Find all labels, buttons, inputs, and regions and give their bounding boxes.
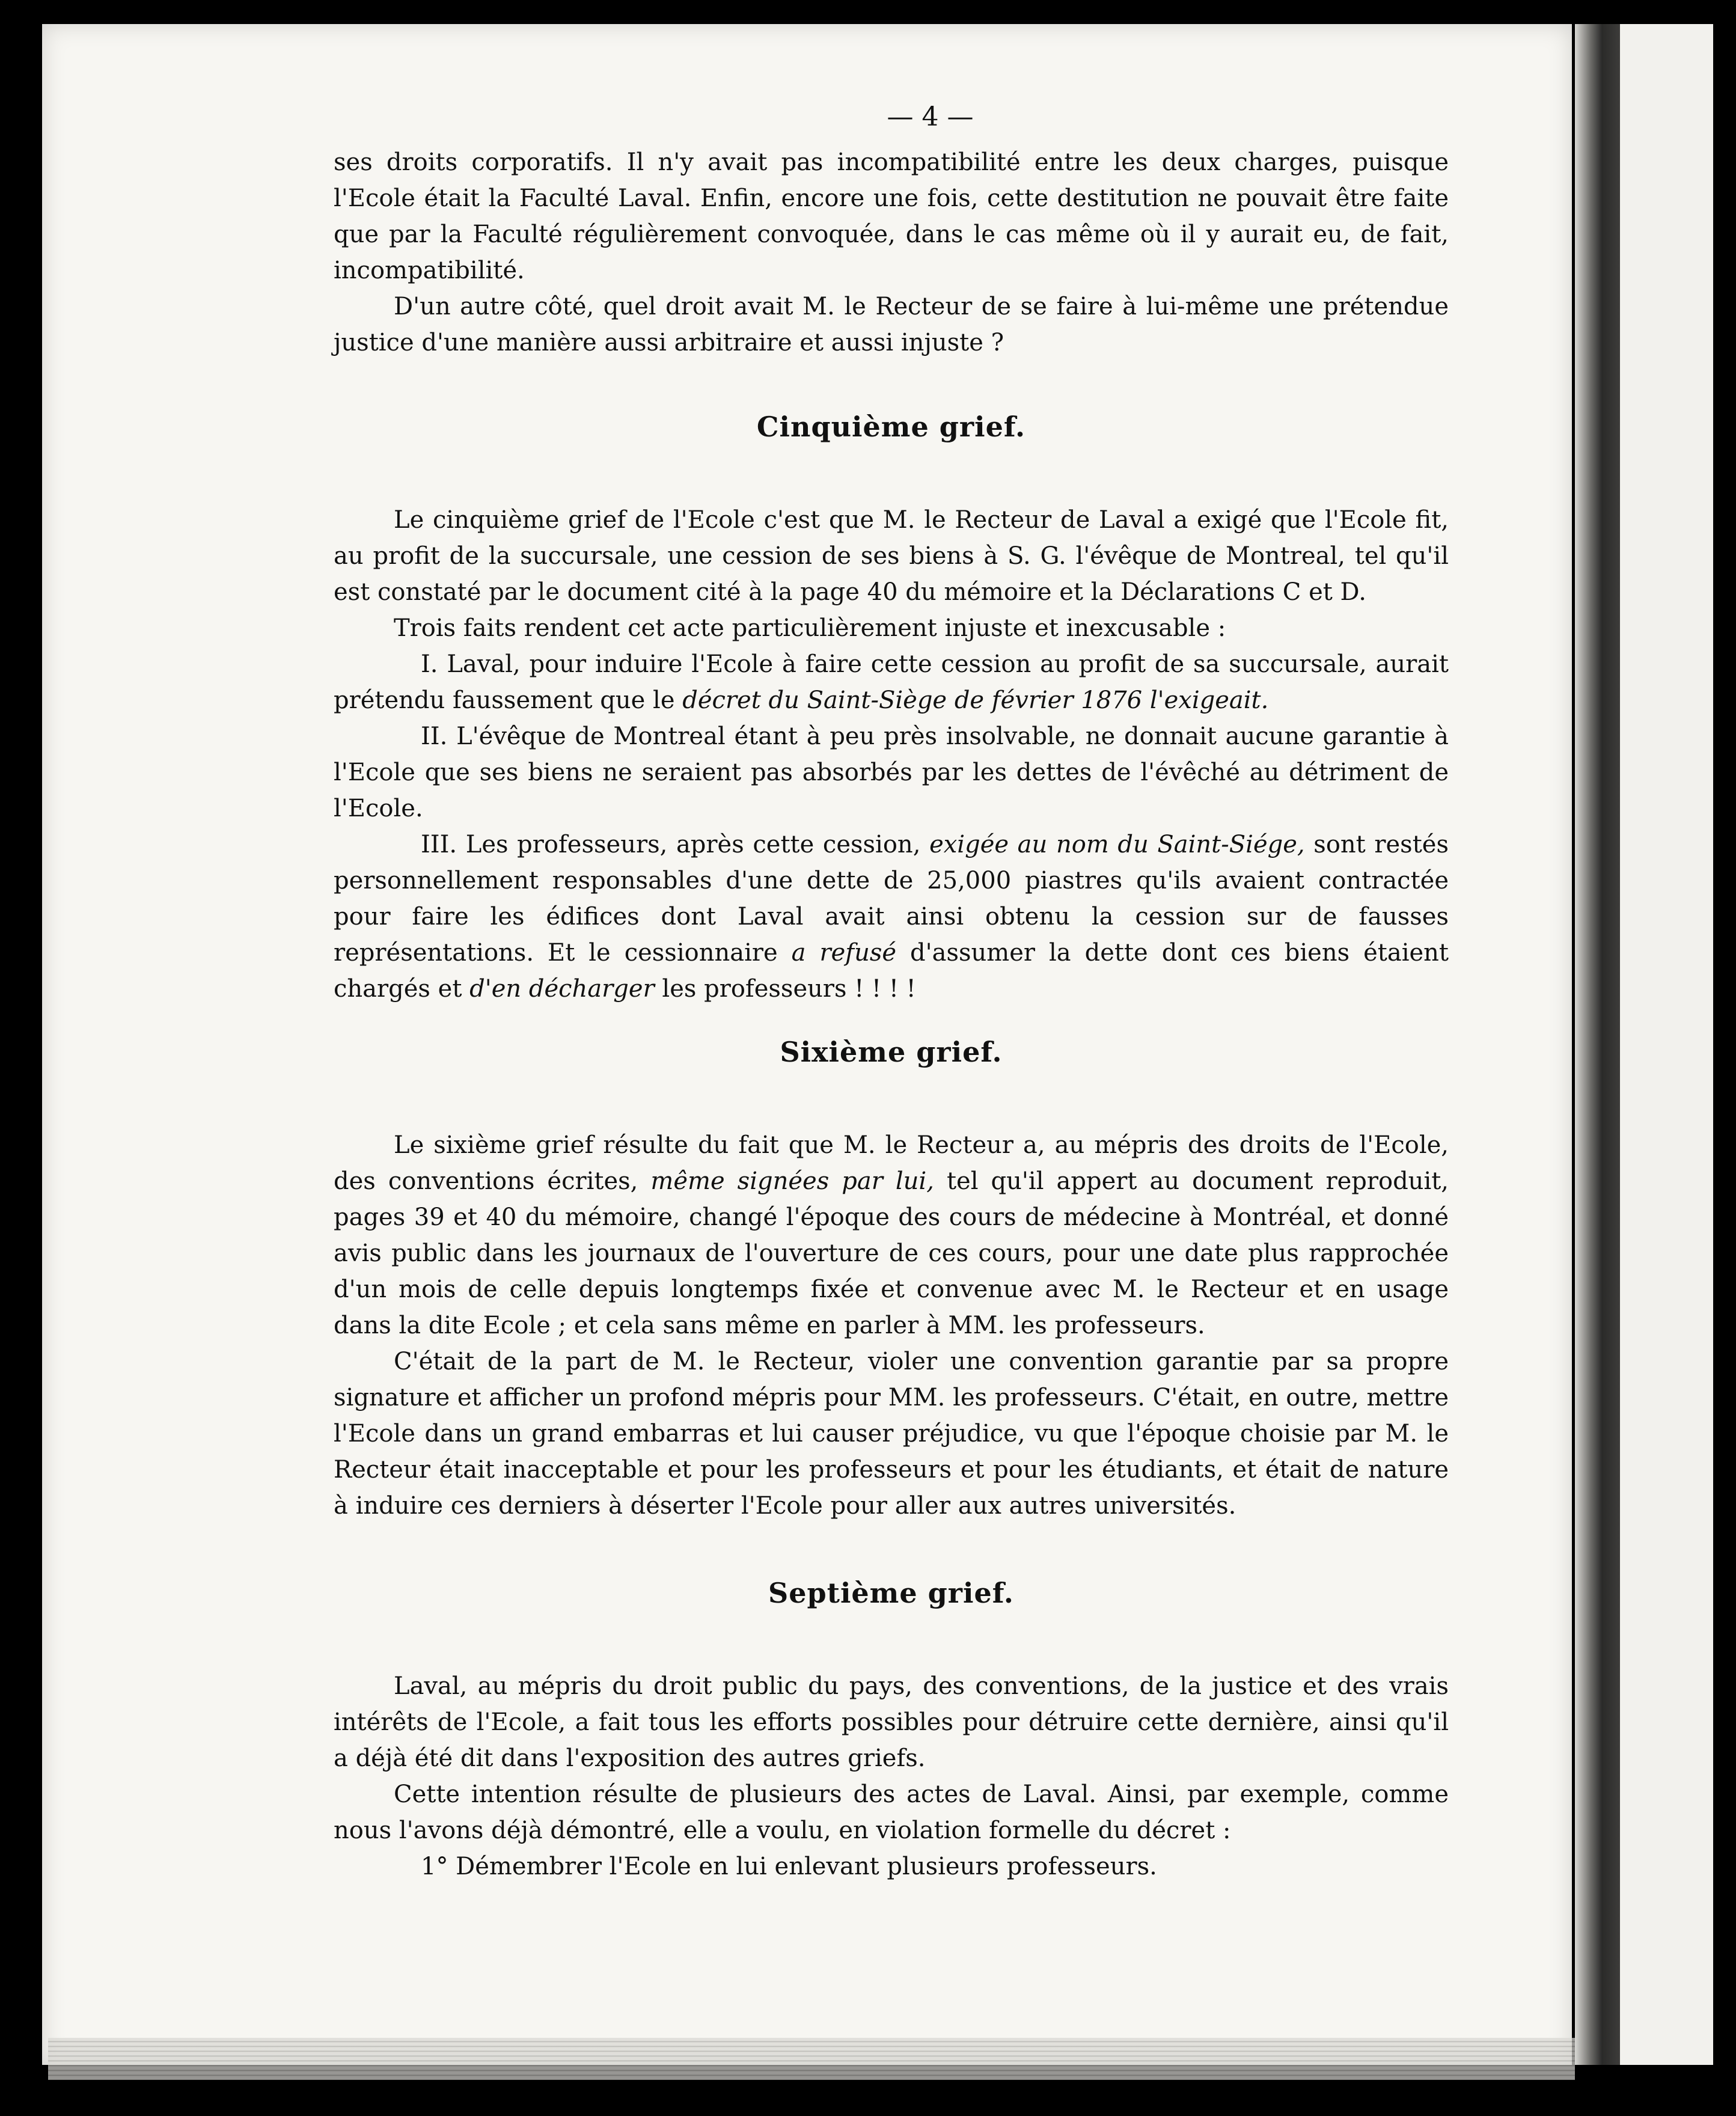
cinquieme-p3-italic: décret du Saint-Siège de février 1876 l'exigeait. xyxy=(682,686,1269,714)
page-text xyxy=(334,90,1449,1885)
cinquieme-p5-italic-3: d'en décharger xyxy=(469,975,655,1003)
cinquieme-p5-italic-1: exigée au nom du Saint-Siége, xyxy=(929,831,1305,858)
cinquieme-paragraph-4: II. L'évêque de Montreal étant à peu près insolvable, ne donnait aucune garantie à l'Ecole que ses biens ne seraient pas absorbés par les dettes de l'évêché au détriment de l'Ecole. xyxy=(334,723,1449,822)
intro-paragraph-1: ses droits corporatifs. Il n'y avait pas incompatibilité entre les deux charges, puisque l'Ecole était la Faculté Laval. Enfin, encore une fois, cette destitution ne pouvait être faite que par la Faculté régulièrement convoquée, dans le cas même où il y aurait eu, de fait, incompatibilité. xyxy=(334,148,1449,284)
cinquieme-p5-text-a: III. Les professeurs, après cette cession, xyxy=(421,831,921,858)
heading-cinquieme-grief: Cinquième grief. xyxy=(756,411,1026,443)
page-stack-edge xyxy=(48,2038,1575,2080)
cinquieme-paragraph-1: Le cinquième grief de l'Ecole c'est que M. le Recteur de Laval a exigé que l'Ecole fit, au profit de la succursale, une cession de ses biens à S. G. l'évêque de Montreal, tel qu'il est constaté par le document cité à la page 40 du mémoire et la Déclarations C et D. xyxy=(334,506,1449,606)
sixieme-p1-italic: même signées par lui, xyxy=(650,1167,934,1195)
sixieme-p1-text-a: Le sixième grief résulte du fait que M. le Recteur a, au mépris des droits de l'Ecole, des conventions écrites, xyxy=(334,1131,1449,1195)
cinquieme-p5-text-d: les professeurs ! ! ! ! xyxy=(662,975,916,1003)
sixieme-p1-text-b: tel qu'il appert au document reproduit, pages 39 et 40 du mémoire, changé l'époque des cours de médecine à Montréal, et donné avis public dans les journaux de l'ouverture de ces cours, pour une date plus rapprochée d'un mois de celle depuis longtemps fixée et convenue avec M. le Recteur et en usage dans la dite Ecole ; et cela sans même en parler à MM. les professeurs. xyxy=(334,1167,1449,1339)
septieme-paragraph-1: Laval, au mépris du droit public du pays, des conventions, de la justice et des vrais intérêts de l'Ecole, a fait tous les efforts possibles pour détruire cette dernière, ainsi qu'il a déjà été dit dans l'exposition des autres griefs. xyxy=(334,1672,1449,1772)
cinquieme-p5-italic-2: a refusé xyxy=(791,939,897,967)
page-number: — 4 — xyxy=(887,102,974,132)
cinquieme-paragraph-5 xyxy=(334,827,1449,1007)
cinquieme-p5-text-c: d'assumer la dette dont ces biens étaient chargés et xyxy=(334,939,1449,1003)
heading-septieme-grief: Septième grief. xyxy=(768,1577,1014,1609)
cinquieme-paragraph-3 xyxy=(334,646,1449,718)
septieme-paragraph-3: 1° Démembrer l'Ecole en lui enlevant plusieurs professeurs. xyxy=(421,1853,1157,1880)
cinquieme-p3-text: I. Laval, pour induire l'Ecole à faire cette cession au profit de sa succursale, aurait prétendu faussement que le xyxy=(334,650,1449,714)
cinquieme-p5-text-b: sont restés personnellement responsables d'une dette de 25,000 piastres qu'ils avaient contractée pour faire les édifices dont Laval avait ainsi obtenu la cession sur de fausses représentations. Et le cessionnaire xyxy=(334,831,1449,967)
intro-paragraph-2: D'un autre côté, quel droit avait M. le Recteur de se faire à lui-même une prétendue justice d'une manière aussi arbitraire et aussi injuste ? xyxy=(334,293,1449,356)
heading-sixieme-grief: Sixième grief. xyxy=(780,1036,1003,1068)
book-binding xyxy=(1575,24,1620,2065)
cinquieme-paragraph-2: Trois faits rendent cet acte particulièrement injuste et inexcusable : xyxy=(394,614,1226,642)
facing-page-edge xyxy=(1620,24,1713,2065)
septieme-paragraph-2: Cette intention résulte de plusieurs des actes de Laval. Ainsi, par exemple, comme nous l'avons déjà démontré, elle a voulu, en violation formelle du décret : xyxy=(334,1781,1449,1844)
sixieme-paragraph-1 xyxy=(334,1127,1449,1344)
sixieme-paragraph-2: C'était de la part de M. le Recteur, violer une convention garantie par sa propre signature et afficher un profond mépris pour MM. les professeurs. C'était, en outre, mettre l'Ecole dans un grand embarras et lui causer préjudice, vu que l'époque choisie par M. le Recteur était inacceptable et pour les professeurs et pour les étudiants, et était de nature à induire ces derniers à déserter l'Ecole pour aller aux autres universités. xyxy=(334,1348,1449,1520)
